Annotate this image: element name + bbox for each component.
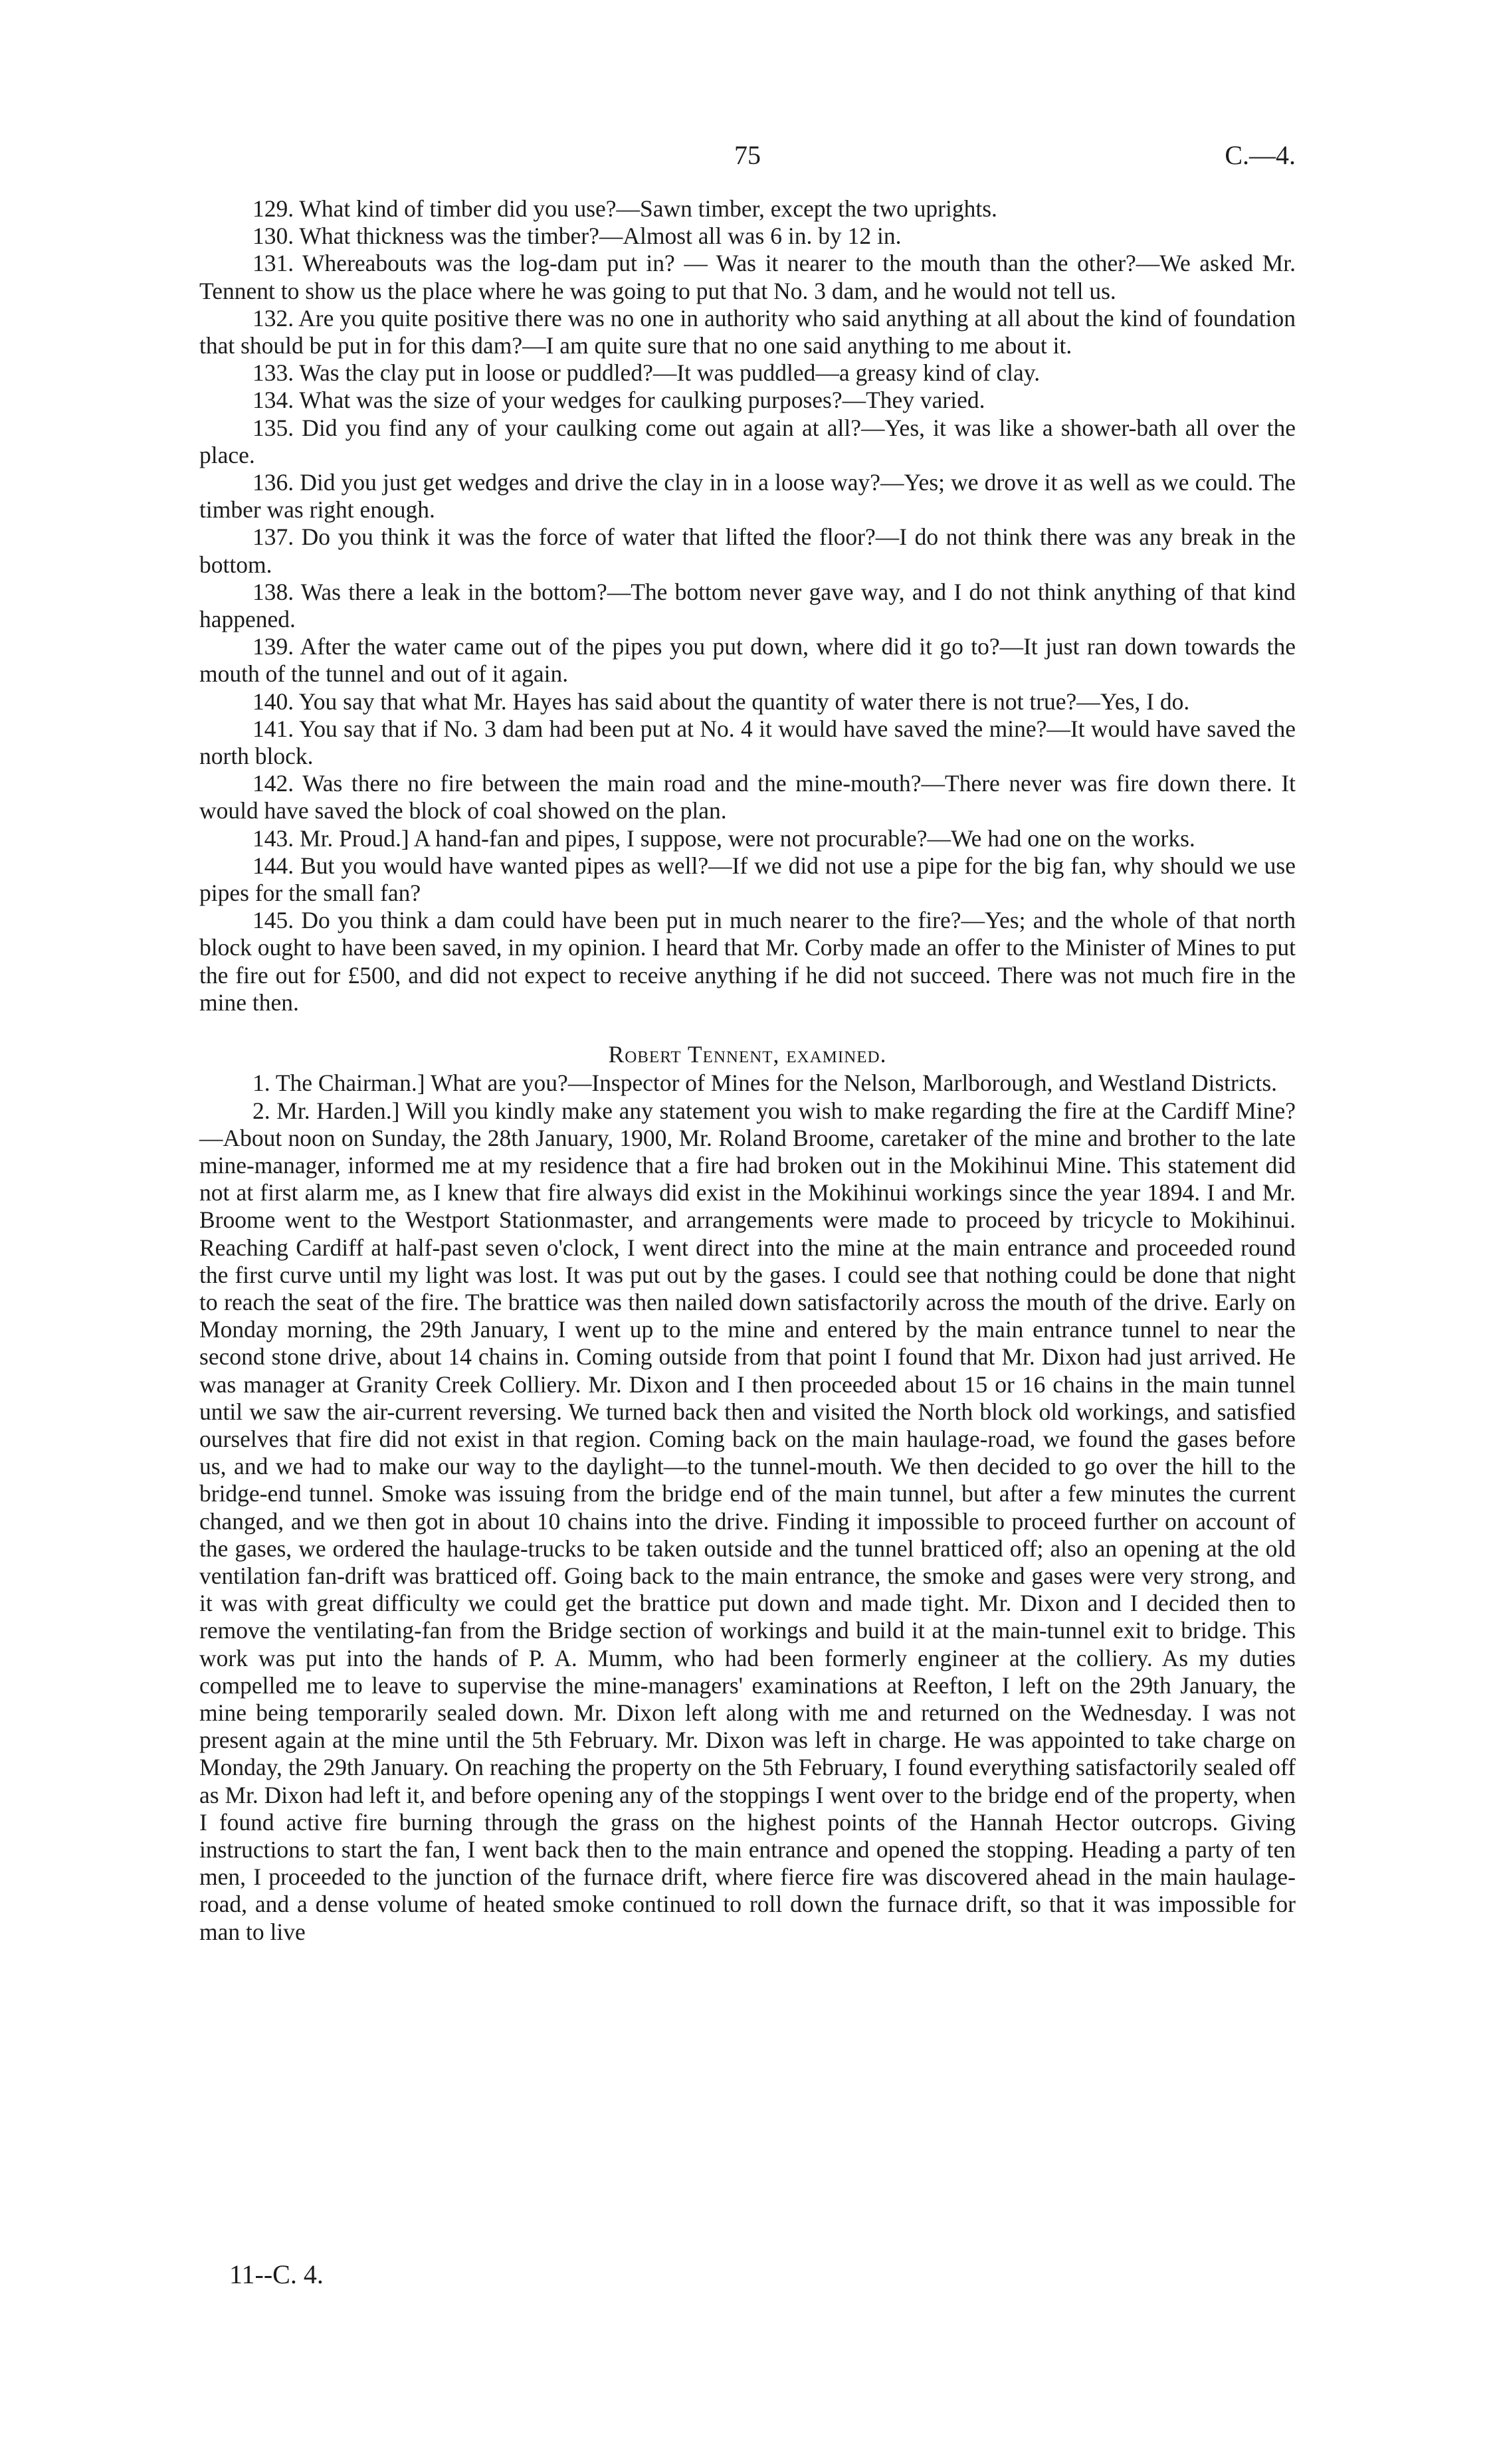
paragraph-q145: 145. Do you think a dam could have been put in much nearer to the fire?—Yes; and the whole of that north block ought to have been saved, in my opinion. I heard that Mr. Corby made an offer to the Minister of Mines to put the fire out for £500, and did not expect to receive anything if he did not succeed. There was not much fire in the mine then. [199, 907, 1296, 1016]
paragraph-q139: 139. After the water came out of the pipes you put down, where did it go to?—It just ran down towards the mouth of the tunnel and out of it again. [199, 633, 1296, 688]
paragraph-q141: 141. You say that if No. 3 dam had been put at No. 4 it would have saved the mine?—It would have saved the north block. [199, 715, 1296, 770]
paragraph-q135: 135. Did you find any of your caulking come out again at all?—Yes, it was like a shower-bath all over the place. [199, 414, 1296, 468]
paragraph-q143: 143. Mr. Proud.] A hand-fan and pipes, I suppose, were not procurable?—We had one on the works. [252, 824, 1195, 852]
paragraph-q129: 129. What kind of timber did you use?—Sawn timber, except the two uprights. [252, 195, 997, 222]
body-text [199, 195, 1296, 1946]
paragraph-q136: 136. Did you just get wedges and drive the clay in in a loose way?—Yes; we drove it as well as we could. The timber was right enough. [199, 469, 1296, 523]
paragraph-tennent-q1: 1. The Chairman.] What are you?—Inspector of Mines for the Nelson, Marlborough, and Westland Districts. [252, 1070, 1278, 1097]
section-heading: Robert Tennent, examined. [608, 1041, 887, 1068]
paragraph-q134: 134. What was the size of your wedges for caulking purposes?—They varied. [252, 387, 985, 414]
paragraph-q140: 140. You say that what Mr. Hayes has said about the quantity of water there is not true?—Yes, I do. [252, 688, 1190, 715]
paragraph-q137: 137. Do you think it was the force of water that lifted the floor?—I do not think there was any break in the bottom. [199, 523, 1296, 578]
paragraph-q130: 130. What thickness was the timber?—Almost all was 6 in. by 12 in. [252, 223, 902, 250]
paragraph-q131: 131. Whereabouts was the log-dam put in? — Was it nearer to the mouth than the other?—We asked Mr. Tennent to show us the place where he was going to put that No. 3 dam, and he would not tell us. [199, 250, 1296, 304]
paragraph-q144: 144. But you would have wanted pipes as well?—If we did not use a pipe for the big fan, why should we use pipes for the small fan? [199, 852, 1296, 907]
paragraph-q142: 142. Was there no fire between the main road and the mine-mouth?—There never was fire down there. It would have saved the block of coal showed on the plan. [199, 770, 1296, 824]
paragraph-q133: 133. Was the clay put in loose or puddled?—It was puddled—a greasy kind of clay. [252, 359, 1041, 387]
paragraph-q132: 132. Are you quite positive there was no one in authority who said anything at all about the kind of foundation that should be put in for this dam?—I am quite sure that no one said anything to me about it. [199, 304, 1296, 359]
paragraph-q138: 138. Was there a leak in the bottom?—The bottom never gave way, and I do not think anything of that kind happened. [199, 578, 1296, 633]
footer-signature: 11--C. 4. [229, 2259, 324, 2289]
page-header [199, 140, 1296, 186]
document-reference: C.—4. [1225, 140, 1296, 170]
page-number: 75 [734, 140, 761, 170]
paragraph-tennent-q2: 2. Mr. Harden.] Will you kindly make any statement you wish to make regarding the fire at the Cardiff Mine?—About noon on Sunday, the 28th January, 1900, Mr. Roland Broome, caretaker of the mine and brother to the late mine-manager, informed me at my residence that a fire had broken out in the Mokihinui Mine. This statement did not at first alarm me, as I knew that fire always did exist in the Mokihinui workings since the year 1894. I and Mr. Broome went to the Westport Stationmaster, and arrangements were made to proceed by tricycle to Mokihinui. Reaching Cardiff at half-past seven o'clock, I went direct into the mine at the main entrance and proceeded round the first curve until my light was lost. It was put out by the gases. I could see that nothing could be done that night to reach the seat of the fire. The brattice was then nailed down satisfactorily across the mouth of the drive. Early on Monday morning, the 29th January, I went up to the mine and entered by the main entrance tunnel to near the second stone drive, about 14 chains in. Coming outside from that point I found that Mr. Dixon had just arrived. He was manager at Granity Creek Colliery. Mr. Dixon and I then proceeded about 15 or 16 chains in the main tunnel until we saw the air-current reversing. We turned back then and visited the North block old workings, and satisfied ourselves that fire did not exist in that region. Coming back on the main haulage-road, we found the gases before us, and we had to make our way to the daylight—to the tunnel-mouth. We then decided to go over the hill to the bridge-end tunnel. Smoke was issuing from the bridge end of the main tunnel, but after a few minutes the current changed, and we then got in about 10 chains into the drive. Finding it impossible to proceed further on account of the gases, we ordered the haulage-trucks to be taken outside and the tunnel bratticed off; also an opening at the old ventilation fan-drift was bratticed off. Going back to the main entrance, the smoke and gases were very strong, and it was with great difficulty we could get the brattice put down and made tight. Mr. Dixon and I decided then to remove the ventilating-fan from the Bridge section of workings and build it at the main-tunnel exit to bridge. This work was put into the hands of P. A. Mumm, who had been formerly engineer at the colliery. As my duties compelled me to leave to supervise the mine-managers' examinations at Reefton, I left on the 29th January, the mine being temporarily sealed down. Mr. Dixon left along with me and returned on the Wednesday. I was not present again at the mine until the 5th February. Mr. Dixon was left in charge. He was appointed to take charge on Monday, the 29th January. On reaching the property on the 5th February, I found everything satisfactorily sealed off as Mr. Dixon had left it, and before opening any of the stoppings I went over to the bridge end of the property, when I found active fire burning through the grass on the highest points of the Hannah Hector outcrops. Giving instructions to start the fan, I went back then to the main entrance and opened the stopping. Heading a party of ten men, I proceeded to the junction of the furnace drift, where fierce fire was discovered ahead in the main haulage-road, and a dense volume of heated smoke continued to roll down the furnace drift, so that it was impossible for man to live [199, 1097, 1296, 1945]
